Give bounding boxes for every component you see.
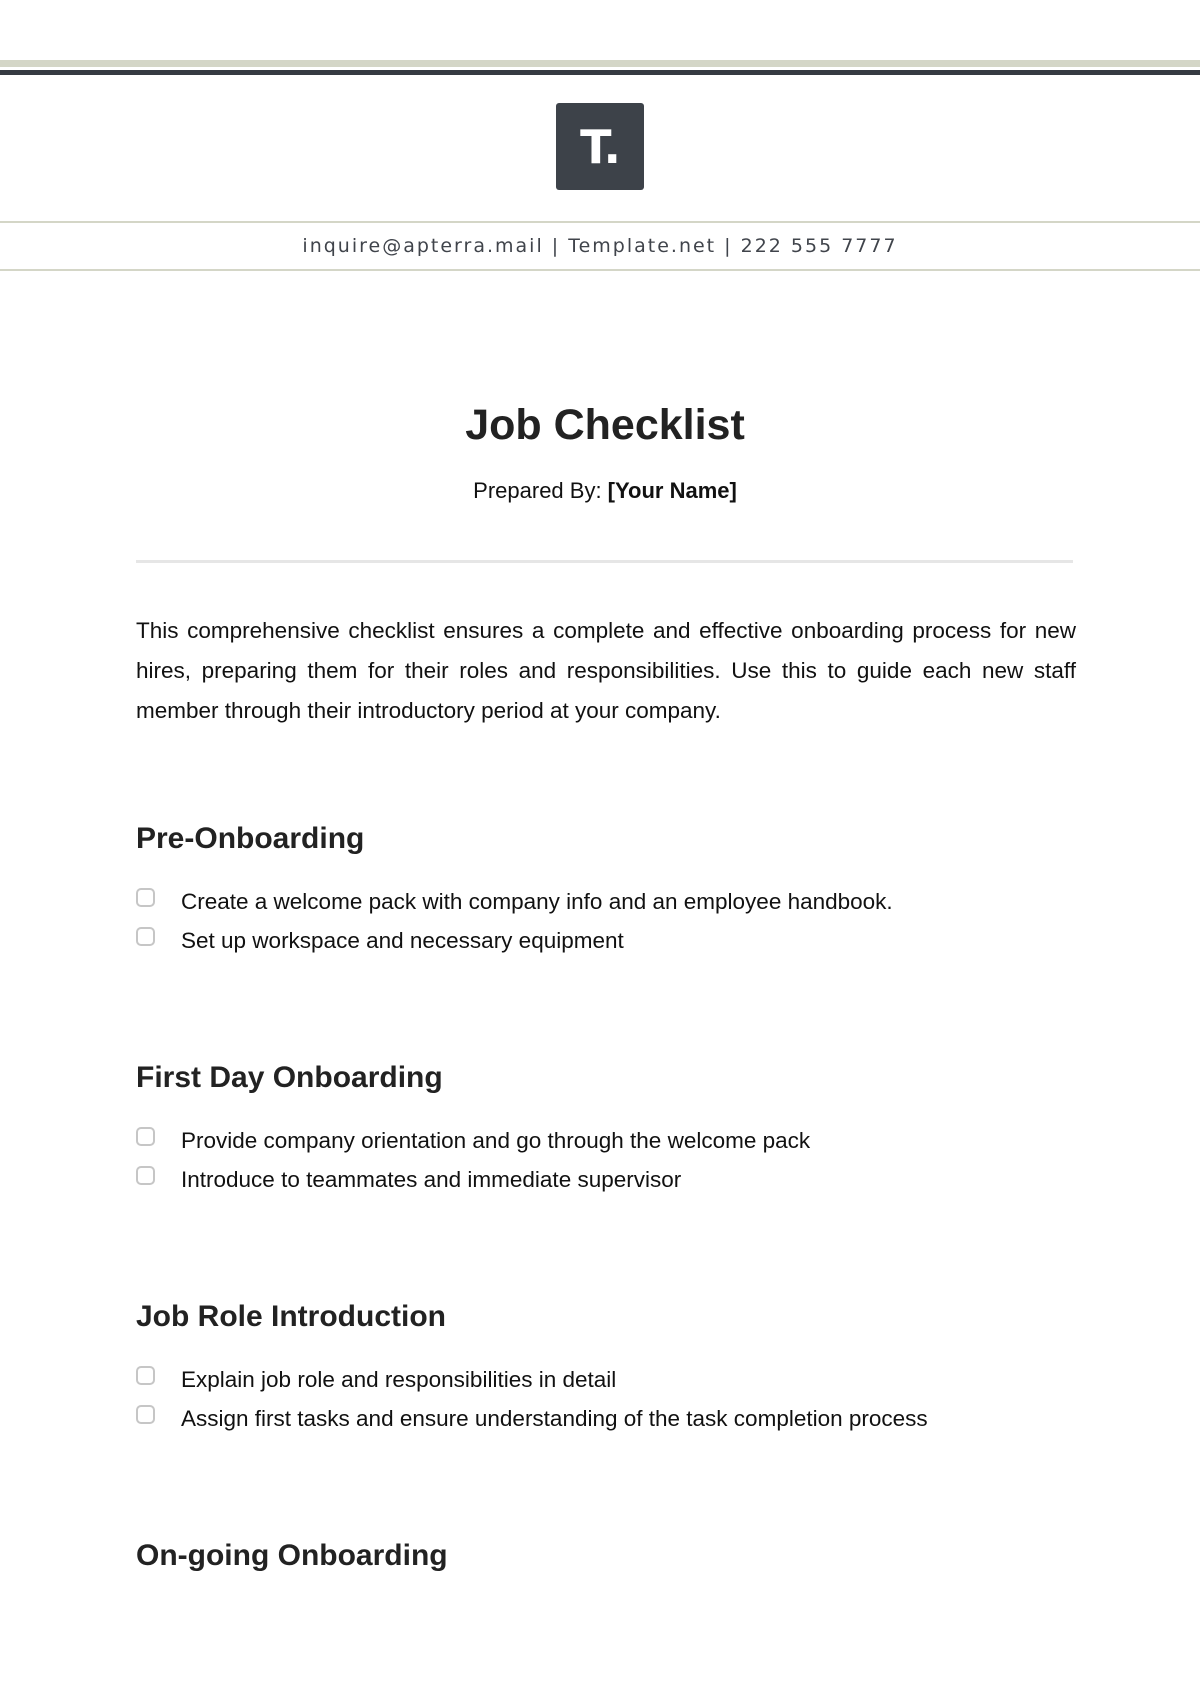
- checkbox[interactable]: [136, 1366, 155, 1385]
- checkbox[interactable]: [136, 1127, 155, 1146]
- checklist-item: [136, 882, 1096, 921]
- checklist-item-text: Explain job role and responsibilities in detail: [181, 1366, 617, 1392]
- checklist-item-text: Introduce to teammates and immediate supervisor: [181, 1166, 682, 1192]
- section-first-day-onboarding: [136, 1063, 1096, 1199]
- section-heading: Job Role Introduction: [136, 1300, 446, 1333]
- contact-bar: [0, 221, 1200, 271]
- prepared-by: [0, 478, 1200, 504]
- checklist-item-text: Provide company orientation and go through the welcome pack: [181, 1127, 811, 1153]
- checklist-item: [136, 921, 1096, 960]
- checkbox[interactable]: [136, 1166, 155, 1185]
- checkbox[interactable]: [136, 927, 155, 946]
- header-dark-line: [0, 70, 1200, 75]
- prepared-by-name: [Your Name]: [607, 478, 737, 503]
- checklist-item-text: Assign first tasks and ensure understanding of the task completion process: [181, 1405, 928, 1431]
- intro-paragraph: This comprehensive checklist ensures a complete and effective onboarding process for new hires, preparing them for their roles and responsibilities. Use this to guide each new staff member through their introductory period at your company.: [136, 618, 1076, 723]
- section-heading: Pre-Onboarding: [136, 822, 365, 855]
- checklist: [136, 1121, 1096, 1199]
- checklist-item: [136, 1360, 1096, 1399]
- logo-text: T.: [580, 119, 620, 174]
- checklist-item-text: Create a welcome pack with company info and an employee handbook.: [181, 888, 893, 914]
- checklist-item: [136, 1399, 1096, 1438]
- checkbox[interactable]: [136, 888, 155, 907]
- page-title: Job Checklist: [465, 401, 745, 449]
- section-heading: First Day Onboarding: [136, 1061, 443, 1094]
- contact-info: inquire@apterra.mail | Template.net | 222 555 7777: [302, 235, 898, 257]
- section-heading: On-going Onboarding: [136, 1539, 448, 1572]
- checkbox[interactable]: [136, 1405, 155, 1424]
- section-job-role-introduction: [136, 1302, 1096, 1438]
- checklist: [136, 1360, 1096, 1438]
- checklist-item: [136, 1121, 1096, 1160]
- section-on-going-onboarding: [136, 1541, 1096, 1571]
- checklist-item: [136, 1160, 1096, 1199]
- company-logo: [556, 103, 644, 190]
- checklist-item-text: Set up workspace and necessary equipment: [181, 927, 624, 953]
- section-pre-onboarding: [136, 824, 1096, 960]
- checklist: [136, 882, 1096, 960]
- title-divider: [136, 560, 1073, 563]
- prepared-by-label: Prepared By:: [473, 478, 608, 503]
- header-accent-line: [0, 60, 1200, 67]
